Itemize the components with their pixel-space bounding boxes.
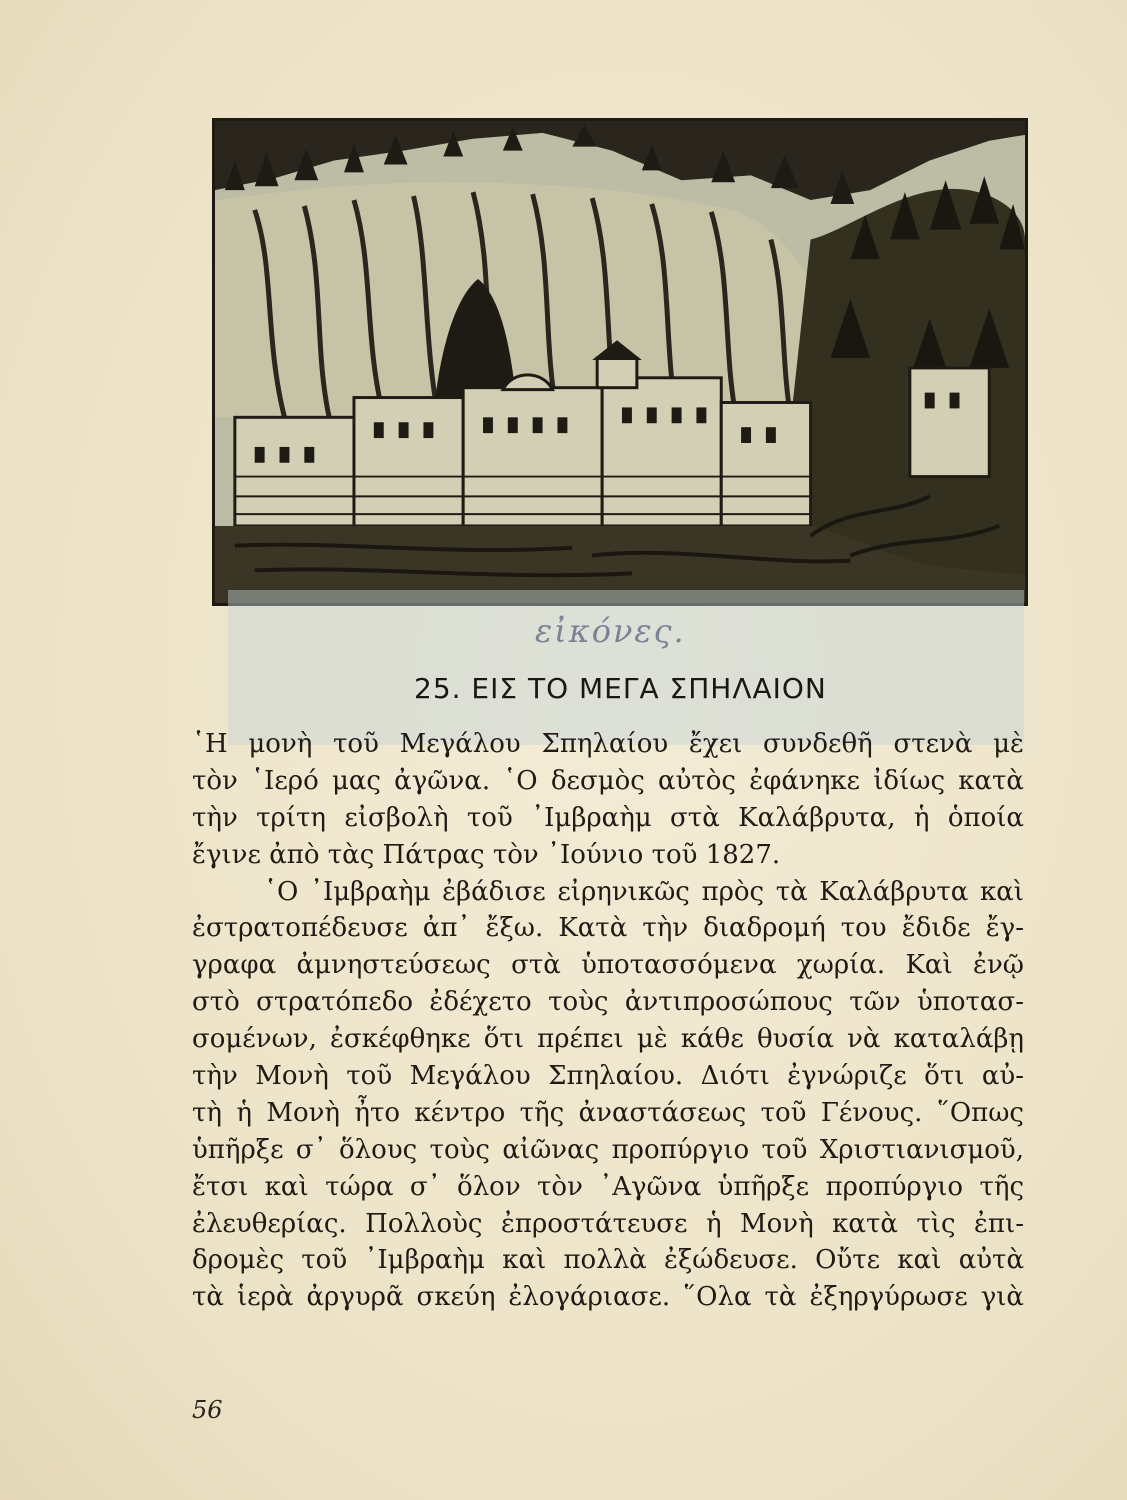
- text-line: ἐλευθερίας. Πολλοὺς ἐπροστάτευσε ἡ Μονὴ κατὰ τὶς ἐπι-: [192, 1208, 1024, 1239]
- text-line: ῾Ο ᾿Ιμβραὴμ ἐβάδισε εἰρηνικῶς πρὸς τὰ Καλάβρυτα καὶ: [264, 876, 1024, 907]
- text-line: τὸν ῾Ιερό μας ἀγῶνα. ῾Ο δεσμὸς αὐτὸς ἐφάνηκε ἰδίως κατὰ: [192, 765, 1024, 796]
- page-number: 56: [192, 1396, 223, 1424]
- text-line: τὴ ἡ Μονὴ ἦτο κέντρο τῆς ἀναστάσεως τοῦ Γένους. ῞Οπως: [192, 1097, 1024, 1128]
- body-text: [192, 726, 1024, 1316]
- chapter-title: 25. ΕΙΣ ΤΟ ΜΕΓΑ ΣΠΗΛΑΙΟΝ: [414, 672, 827, 705]
- text-line: τὰ ἱερὰ ἀργυρᾶ σκεύη ἐλογάριασε. ῞Ολα τὰ ἐξηργύρωσε γιὰ: [192, 1282, 1024, 1313]
- text-line: ἔτσι καὶ τώρα σ᾿ ὅλον τὸν ᾿Αγῶνα ὑπῆρξε προπύργιο τῆς: [192, 1171, 1024, 1202]
- text-line: στὸ στρατόπεδο ἐδέχετο τοὺς ἀντιπροσώπους τῶν ὑποτασ-: [192, 987, 1024, 1018]
- text-line: γραφα ἀμνηστεύσεως στὰ ὑποτασσόμενα χωρία. Καὶ ἐνῷ: [192, 950, 1024, 981]
- text-line: ἐστρατοπέδευσε ἀπ᾿ ἔξω. Κατὰ τὴν διαδρομή του ἔδιδε ἔγ-: [192, 913, 1024, 944]
- woodcut-drawing: [215, 121, 1025, 603]
- text-line: σομένων, ἐσκέφθηκε ὅτι πρέπει μὲ κάθε θυσία νὰ καταλάβῃ: [192, 1024, 1024, 1055]
- handwritten-note: εἰκόνες.: [535, 612, 686, 650]
- text-line: ῾Η μονὴ τοῦ Μεγάλου Σπηλαίου ἔχει συνδεθῆ στενὰ μὲ: [192, 729, 1024, 759]
- text-line: δρομὲς τοῦ ᾿Ιμβραὴμ καὶ πολλὰ ἐξώδευσε. Οὔτε καὶ αὐτὰ: [192, 1245, 1024, 1276]
- text-line: τὴν τρίτη εἰσβολὴ τοῦ ᾿Ιμβραὴμ στὰ Καλάβρυτα, ἡ ὁποία: [192, 802, 1024, 833]
- monastery-illustration: [212, 118, 1028, 606]
- text-line: τὴν Μονὴ τοῦ Μεγάλου Σπηλαίου. Διότι ἐγνώριζε ὅτι αὐ-: [192, 1061, 1024, 1092]
- text-line: ἔγινε ἀπὸ τὰς Πάτρας τὸν ᾿Ιούνιο τοῦ 1827.: [192, 839, 781, 870]
- text-line: ὑπῆρξε σ᾿ ὅλους τοὺς αἰῶνας προπύργιο τοῦ Χριστιανισμοῦ,: [192, 1134, 1024, 1165]
